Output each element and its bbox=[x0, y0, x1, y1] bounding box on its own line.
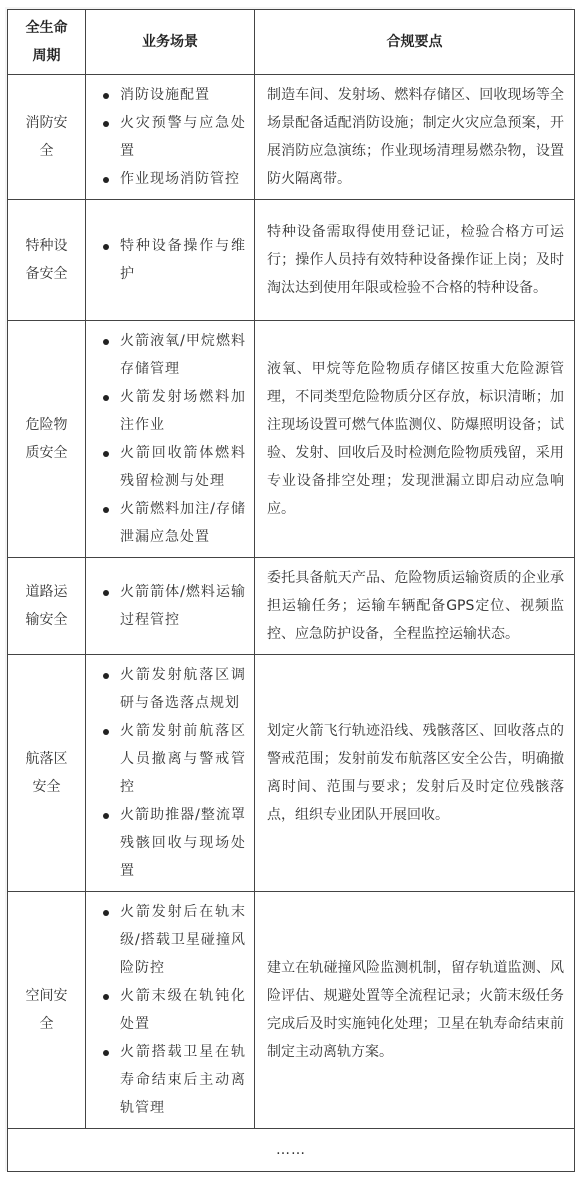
document-sheet bbox=[5, 7, 572, 1171]
requirements-cell: 液氧、甲烷等危险物质存储区按重大危险源管理，不同类型危险物质分区存放，标识清晰；加注现场设置可燃气体监测仪、防爆照明设备；试验、发射、回收后及时检测危险物质残留，采用专业设备排空处理；发现泄漏立即启动应急响应。 bbox=[255, 321, 575, 558]
table-row bbox=[8, 321, 575, 558]
requirements-cell: 特种设备需取得使用登记证，检验合格方可运行；操作人员持有效特种设备操作证上岗；及时淘汰达到使用年限或检验不合格的特种设备。 bbox=[255, 200, 575, 321]
requirements-cell: 制造车间、发射场、燃料存储区、回收现场等全场景配备适配消防设施；制定火灾应急预案，开展消防应急演练；作业现场清理易燃杂物，设置防火隔离带。 bbox=[255, 75, 575, 200]
scene-item: 火箭助推器/整流罩残骸回收与现场处置 bbox=[120, 801, 246, 885]
scene-item: 火箭发射后在轨末级/搭载卫星碰撞风险防控 bbox=[120, 898, 246, 982]
scene-list bbox=[94, 578, 246, 634]
scene-item: 火箭发射前航落区人员撤离与警戒管控 bbox=[120, 717, 246, 801]
header-requirements: 合规要点 bbox=[255, 10, 575, 75]
cycle-cell: 航落区安全 bbox=[8, 655, 86, 892]
cycle-cell: 消防安全 bbox=[8, 75, 86, 200]
table-row bbox=[8, 655, 575, 892]
cycle-cell: 特种设备安全 bbox=[8, 200, 86, 321]
table-row bbox=[8, 892, 575, 1129]
scenes-cell bbox=[86, 200, 255, 321]
scene-item: 作业现场消防管控 bbox=[120, 165, 246, 193]
table-row bbox=[8, 558, 575, 655]
scene-item: 消防设施配置 bbox=[120, 81, 246, 109]
scene-item: 火箭发射场燃料加注作业 bbox=[120, 383, 246, 439]
ellipsis-cell: …… bbox=[8, 1129, 575, 1172]
scenes-cell bbox=[86, 558, 255, 655]
scene-item: 火箭搭载卫星在轨寿命结束后主动离轨管理 bbox=[120, 1038, 246, 1122]
table-footer-row bbox=[8, 1129, 575, 1172]
requirements-cell: 建立在轨碰撞风险监测机制，留存轨道监测、风险评估、规避处置等全流程记录；火箭末级任务完成后及时实施钝化处理；卫星在轨寿命结束前制定主动离轨方案。 bbox=[255, 892, 575, 1129]
table-row bbox=[8, 200, 575, 321]
requirements-cell: 委托具备航天产品、危险物质运输资质的企业承担运输任务；运输车辆配备GPS定位、视频监控、应急防护设备，全程监控运输状态。 bbox=[255, 558, 575, 655]
table-header-row bbox=[8, 10, 575, 75]
scene-item: 火箭末级在轨钝化处置 bbox=[120, 982, 246, 1038]
scene-item: 火灾预警与应急处置 bbox=[120, 109, 246, 165]
scenes-cell bbox=[86, 75, 255, 200]
table-row bbox=[8, 75, 575, 200]
cycle-cell: 空间安全 bbox=[8, 892, 86, 1129]
scene-list bbox=[94, 898, 246, 1122]
cycle-cell: 道路运输安全 bbox=[8, 558, 86, 655]
compliance-table bbox=[7, 9, 575, 1172]
scene-item: 火箭发射航落区调研与备选落点规划 bbox=[120, 661, 246, 717]
scenes-cell bbox=[86, 892, 255, 1129]
scene-item: 特种设备操作与维护 bbox=[120, 232, 246, 288]
header-cycle: 全生命周期 bbox=[8, 10, 86, 75]
scene-item: 火箭箭体/燃料运输过程管控 bbox=[120, 578, 246, 634]
header-scenes: 业务场景 bbox=[86, 10, 255, 75]
scene-list bbox=[94, 661, 246, 885]
requirements-cell: 划定火箭飞行轨迹沿线、残骸落区、回收落点的警戒范围；发射前发布航落区安全公告，明确撤离时间、范围与要求；发射后及时定位残骸落点，组织专业团队开展回收。 bbox=[255, 655, 575, 892]
scene-list bbox=[94, 232, 246, 288]
scene-item: 火箭液氧/甲烷燃料存储管理 bbox=[120, 327, 246, 383]
scene-list bbox=[94, 81, 246, 193]
scene-item: 火箭燃料加注/存储泄漏应急处置 bbox=[120, 495, 246, 551]
scenes-cell bbox=[86, 321, 255, 558]
scene-item: 火箭回收箭体燃料残留检测与处理 bbox=[120, 439, 246, 495]
scenes-cell bbox=[86, 655, 255, 892]
cycle-cell: 危险物质安全 bbox=[8, 321, 86, 558]
scene-list bbox=[94, 327, 246, 551]
